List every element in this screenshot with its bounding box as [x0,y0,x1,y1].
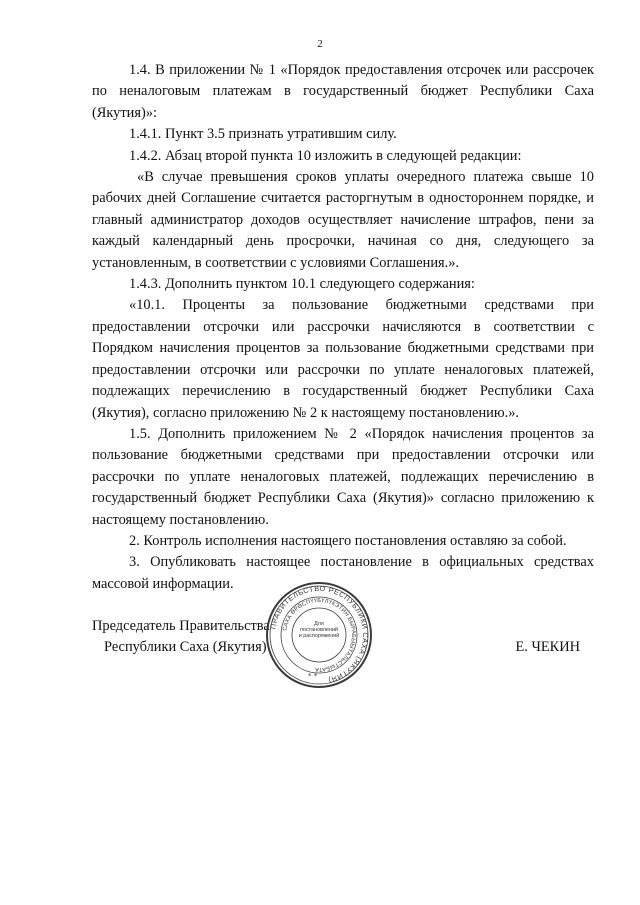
paragraph-3: 3. Опубликовать настоящее постановление в официальных средствах массовой информации. [92,554,594,592]
paragraph-1-4: 1.4. В приложении № 1 «Порядок предоставления отсрочек или рассрочек по неналоговым платежам в государственный бюджет Республики Саха (Якутия)»: [92,62,594,121]
signatory-title-line2: Республики Саха (Якутия) [104,639,267,655]
paragraph-quote-10: «В случае превышения сроков уплаты очередного платежа свыше 10 рабочих дней Соглашение считается расторгнутым в одностороннем порядке, и главный администратор доходов осуществляет начисление штрафов, пени за каждый календарный день просрочки, начиная со дня, следующего за установленным, в соответствии с условиями Соглашения.». [92,169,594,271]
paragraph-2: 2. Контроль исполнения настоящего постановления оставляю за собой. [129,532,567,549]
paragraph-quote-10-1: «10.1. Проценты за пользование бюджетными средствами при предоставлении отсрочки или рассрочки начисляются в соответствии с Порядком начисления процентов за пользование бюджетными средствами при предоставлении отсрочки или рассрочки по уплате неналоговых платежей, подлежащих перечислению в государственный бюджет Республики Саха (Якутия), согласно приложению № 2 к настоящему постановлению.». [92,297,594,421]
document-body [92,60,594,595]
signatory-name: Е. ЧЕКИН [515,639,580,655]
paragraph-1-4-3: 1.4.3. Дополнить пунктом 10.1 следующего содержания: [129,276,475,293]
seal-center-label: Для постановлений и распоряжений [298,621,340,640]
official-seal-stamp [264,580,374,690]
signatory-title-line1: Председатель Правительства [92,618,270,634]
page-number: 2 [317,38,323,50]
paragraph-1-4-2: 1.4.2. Абзац второй пункта 10 изложить в следующей редакции: [129,147,522,164]
paragraph-1-4-1: 1.4.1. Пункт 3.5 признать утратившим силу. [129,126,397,143]
seal-inner-text: САХА ӨРӨСПҮҮБҮЛҮКЭТИН БЫРАБЫЫТАЛЬСТЫБАТА [282,597,357,673]
paragraph-1-5: 1.5. Дополнить приложением № 2 «Порядок начисления процентов за пользование бюджетными средствами при предоставлении отсрочки или рассрочки по уплате неналоговых платежей, подлежащих перечислению в государственный бюджет Республики Саха (Якутия)» согласно приложению к настоящему постановлению. [92,425,594,528]
seal-outer-text: ПРАВИТЕЛЬСТВО РЕСПУБЛИКИ САХА (ЯКУТИЯ) [268,583,371,685]
svg-text:* *: * * [308,672,318,680]
